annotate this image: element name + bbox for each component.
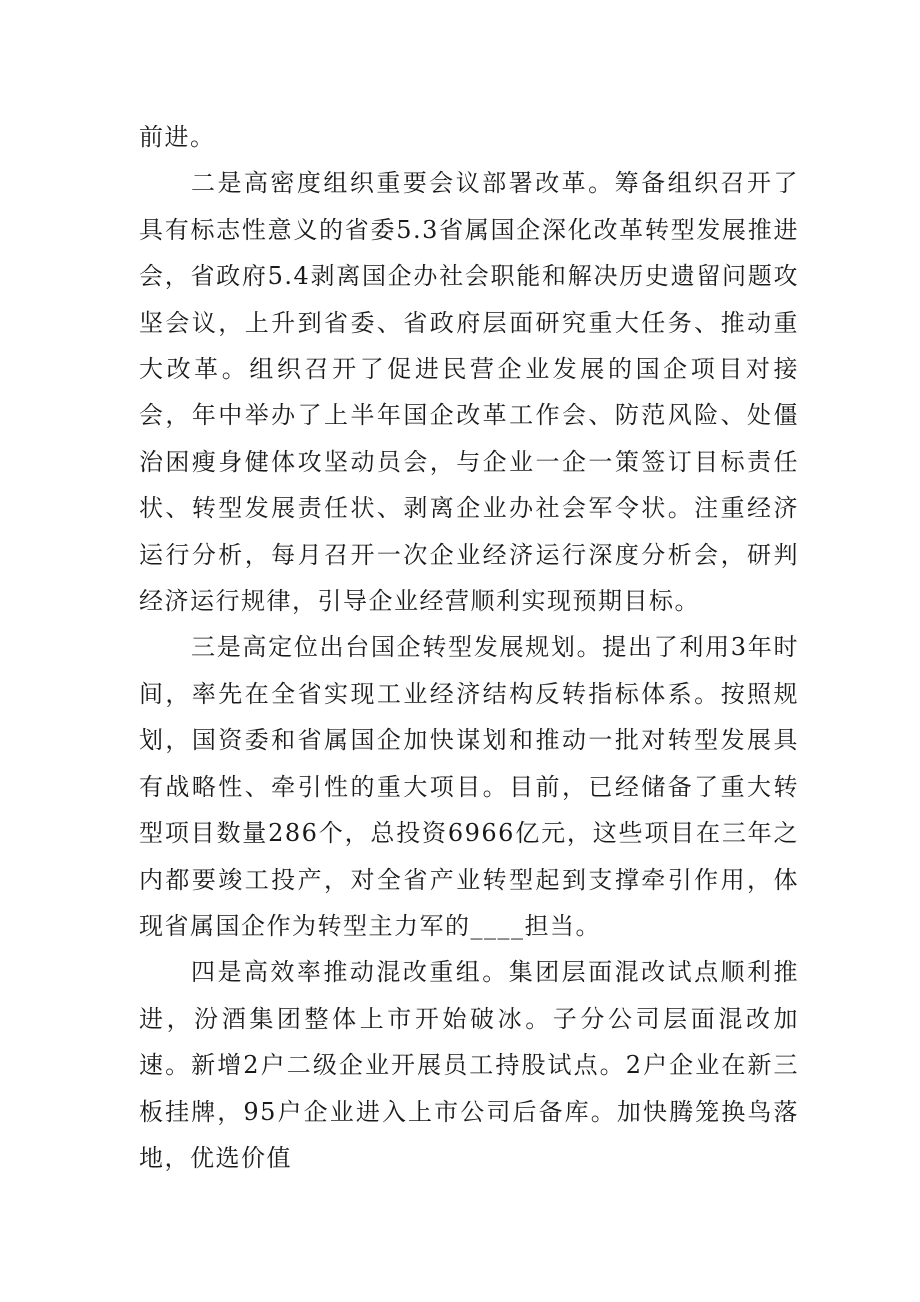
paragraph-item-four: 四是高效率推动混改重组。集团层面混改试点顺利推进，汾酒集团整体上市开始破冰。子分公司层面混改加速。新增2户二级企业开展员工持股试点。2户企业在新三板挂牌，95户企业进入上市公司后备库。加快腾笼换鸟落地，优选价值 [139, 958, 799, 1172]
document-body [139, 114, 799, 1181]
paragraph-item-three: 三是高定位出台国企转型发展规划。提出了利用3年时间，率先在全省实现工业经济结构反转指标体系。按照规划，国资委和省属国企加快谋划和推动一批对转型发展具有战略性、牵引性的重大项目。目前，已经储备了重大转型项目数量286个，总投资6966亿元，这些项目在三年之内都要竣工投产，对全省产业转型起到支撑牵引作用，体现省属国企作为转型主力军的____担当。 [139, 633, 799, 940]
paragraph-item-two: 二是高密度组织重要会议部署改革。筹备组织召开了具有标志性意义的省委5.3省属国企深化改革转型发展推进会，省政府5.4剥离国企办社会职能和解决历史遗留问题攻坚会议，上升到省委、省政府层面研究重大任务、推动重大改革。组织召开了促进民营企业发展的国企项目对接会，年中举办了上半年国企改革工作会、防范风险、处僵治困瘦身健体攻坚动员会，与企业一企一策签订目标责任状、转型发展责任状、剥离企业办社会军令状。注重经济运行分析，每月召开一次企业经济运行深度分析会，研判经济运行规律，引导企业经营顺利实现预期目标。 [139, 169, 799, 616]
paragraph-continuation: 前进。 [139, 123, 216, 151]
